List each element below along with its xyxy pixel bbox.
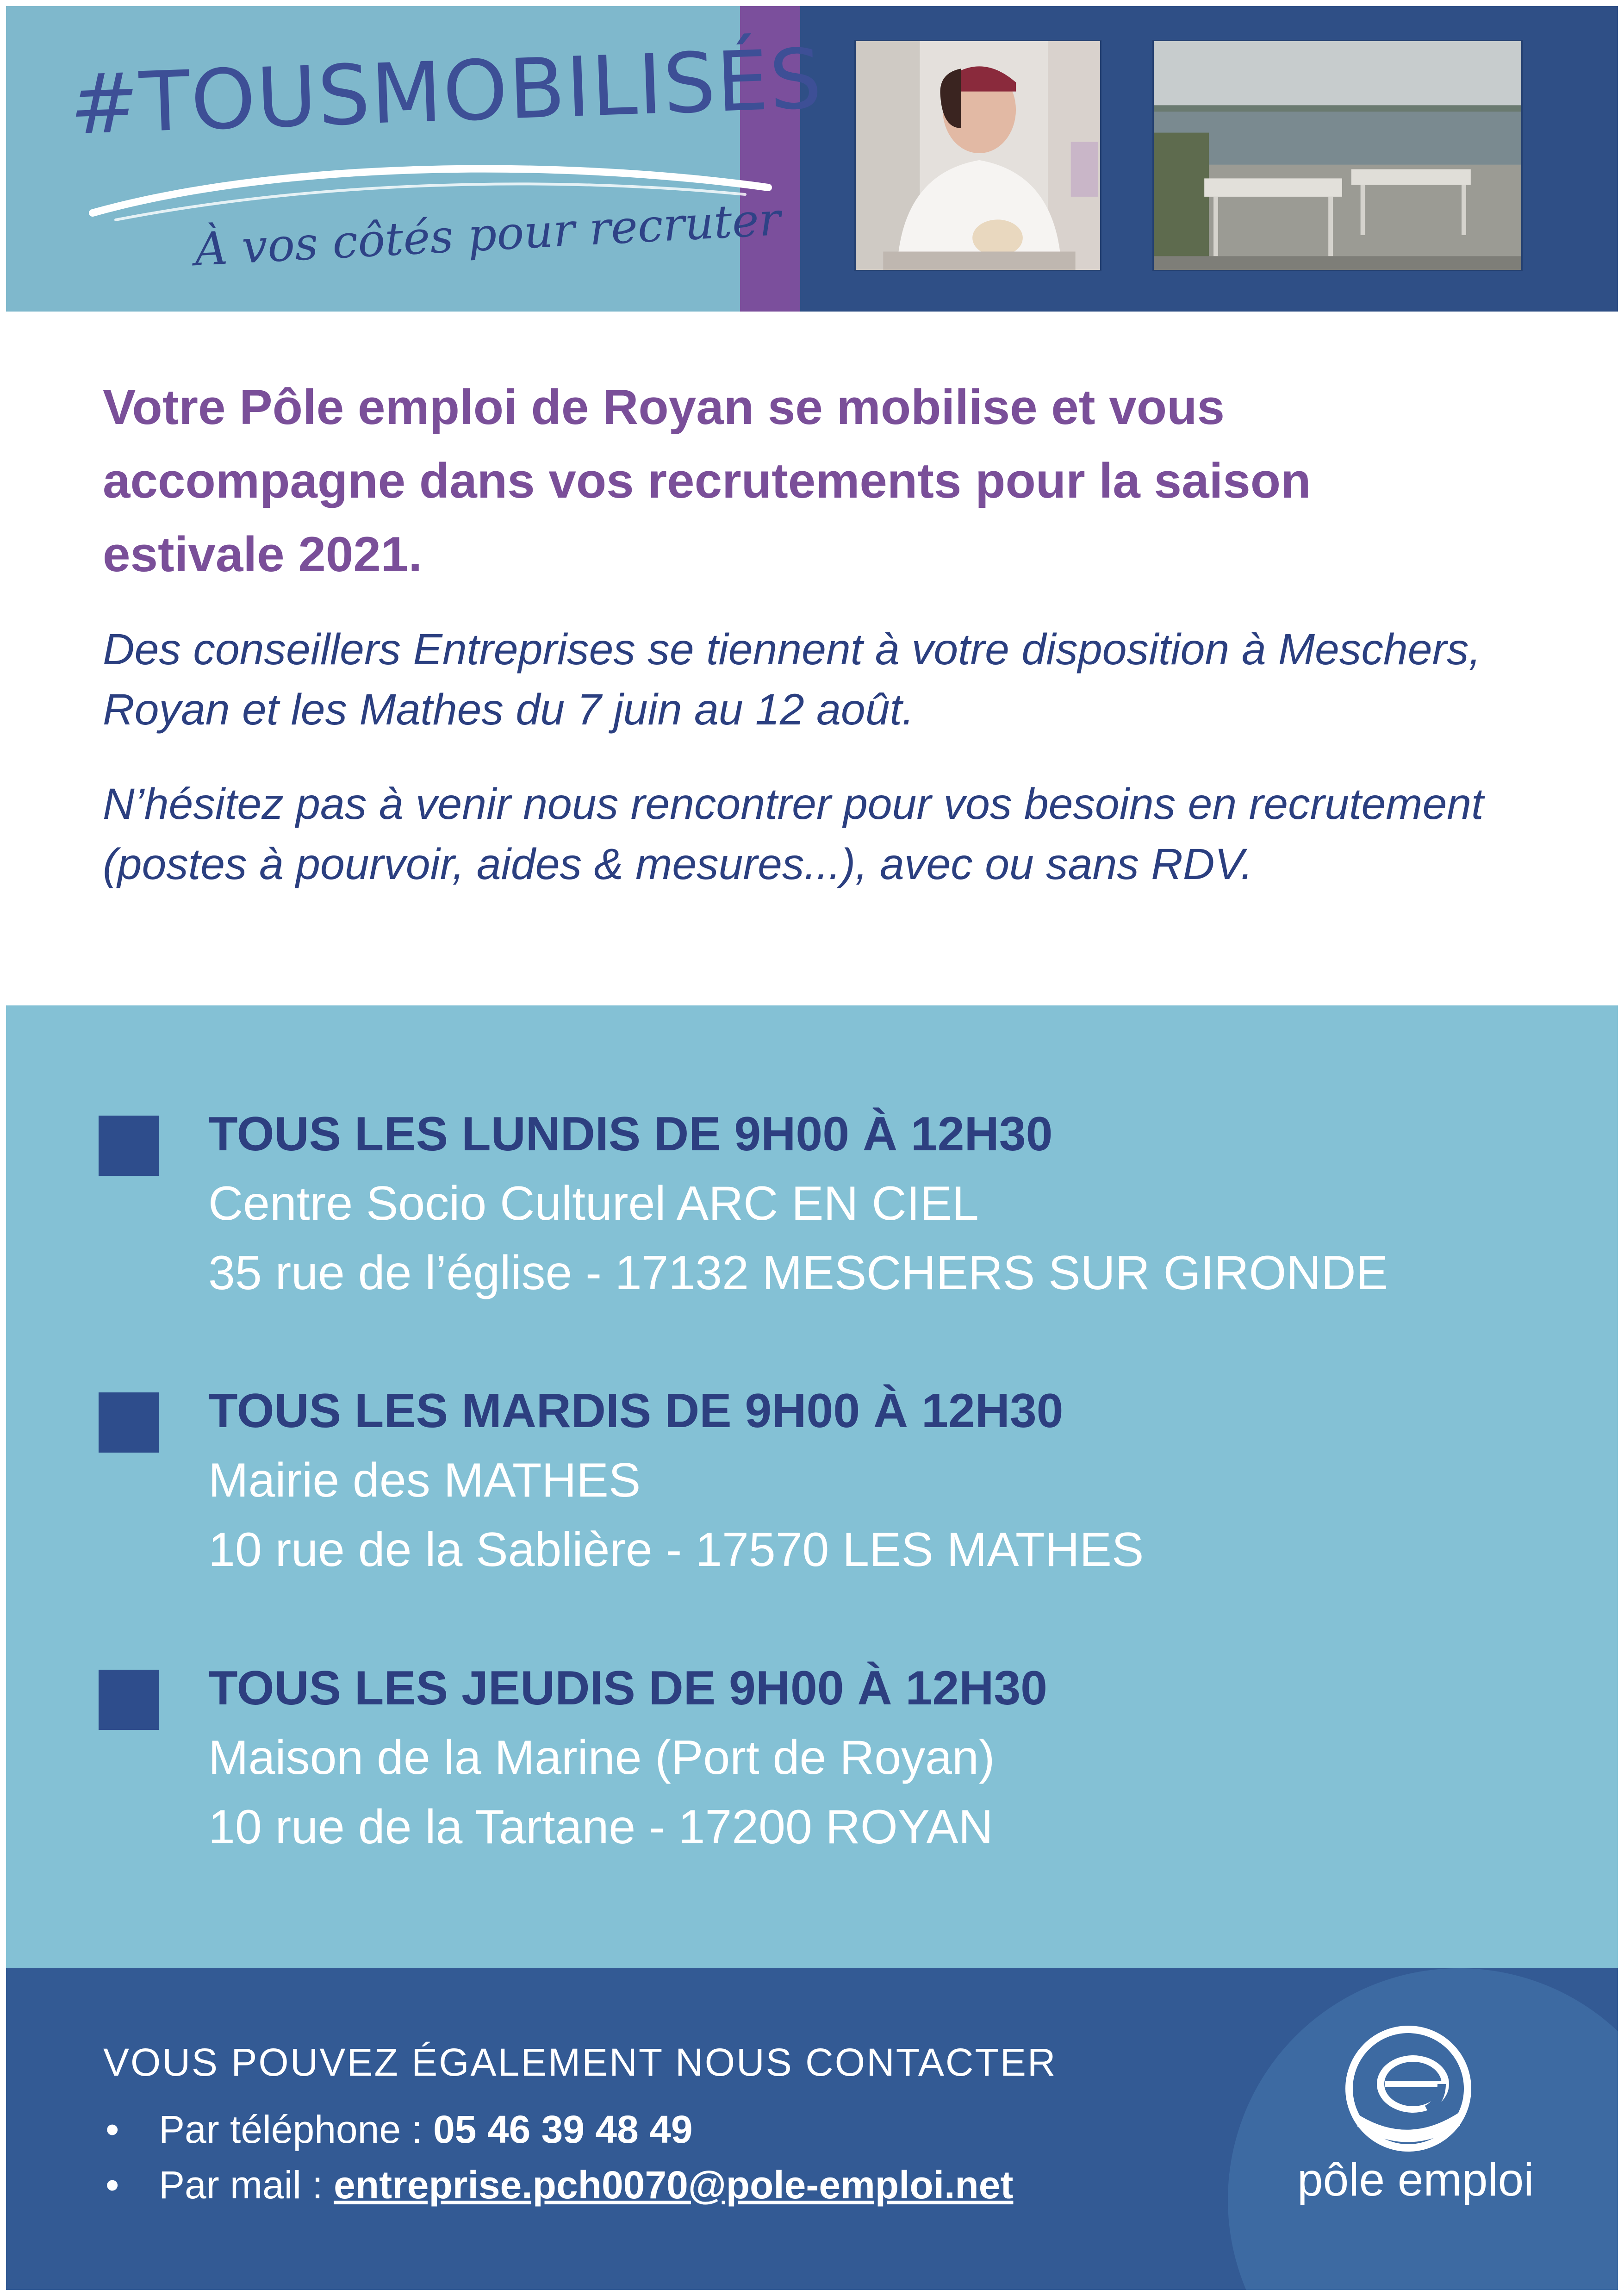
bullet-icon: • bbox=[106, 2108, 119, 2151]
schedule-place: Maison de la Marine (Port de Royan) bbox=[208, 1731, 995, 1784]
schedule-heading: TOUS LES MARDIS DE 9H00 À 12H30 bbox=[208, 1384, 1064, 1438]
contact-phone-line bbox=[106, 2107, 693, 2152]
intro-title: Votre Pôle emploi de Royan se mobilise et vous accompagne dans vos recrutements pour la saison estivale 2021. bbox=[103, 379, 1311, 582]
bullet-icon: • bbox=[106, 2163, 119, 2207]
contact-footer bbox=[6, 1968, 1618, 2290]
email-link[interactable]: entreprise.pch0070@pole-emploi.net bbox=[334, 2163, 1014, 2207]
pole-emploi-logo-text: pôle emploi bbox=[1297, 2154, 1534, 2206]
schedule-heading: TOUS LES JEUDIS DE 9H00 À 12H30 bbox=[208, 1661, 1047, 1715]
bullet-square-icon bbox=[99, 1116, 159, 1176]
pole-emploi-logo-icon bbox=[1339, 2019, 1478, 2158]
intro-paragraph-dates: Des conseillers Entreprises se tiennent à votre disposition à Meschers, Royan et les Mathes du 7 juin au 12 août. bbox=[103, 625, 1481, 734]
photo-ice-cream-server bbox=[854, 40, 1101, 271]
phone-label: Par téléphone : bbox=[159, 2108, 434, 2151]
schedule-heading: TOUS LES LUNDIS DE 9H00 À 12H30 bbox=[208, 1107, 1053, 1161]
bullet-square-icon bbox=[99, 1670, 159, 1730]
hash-symbol: # bbox=[68, 55, 142, 153]
contact-title: VOUS POUVEZ ÉGALEMENT NOUS CONTACTER bbox=[103, 2040, 1057, 2084]
schedule-place: Mairie des MATHES bbox=[208, 1454, 641, 1507]
phone-number[interactable]: 05 46 39 48 49 bbox=[433, 2108, 693, 2151]
photo-harbour-terrace bbox=[1152, 40, 1523, 271]
schedule-address: 10 rue de la Sablière - 17570 LES MATHES bbox=[208, 1523, 1144, 1577]
schedule-address: 35 rue de l’église - 17132 MESCHERS SUR GIRONDE bbox=[208, 1246, 1388, 1300]
hashtag-text: TOUSMOBILISÉS bbox=[137, 31, 824, 151]
schedule-place: Centre Socio Culturel ARC EN CIEL bbox=[208, 1177, 979, 1230]
banner-tagline: À vos côtés pour recruter bbox=[193, 193, 782, 277]
schedule-address: 10 rue de la Tartane - 17200 ROYAN bbox=[208, 1800, 993, 1854]
intro-paragraph-invitation: N’hésitez pas à venir nous rencontrer pour vos besoins en recrutement (postes à pourvoir, aides & mesures...), avec ou sans RDV. bbox=[103, 780, 1484, 889]
mail-label: Par mail : bbox=[159, 2163, 334, 2207]
contact-mail-line bbox=[106, 2163, 1013, 2208]
bullet-square-icon bbox=[99, 1392, 159, 1453]
